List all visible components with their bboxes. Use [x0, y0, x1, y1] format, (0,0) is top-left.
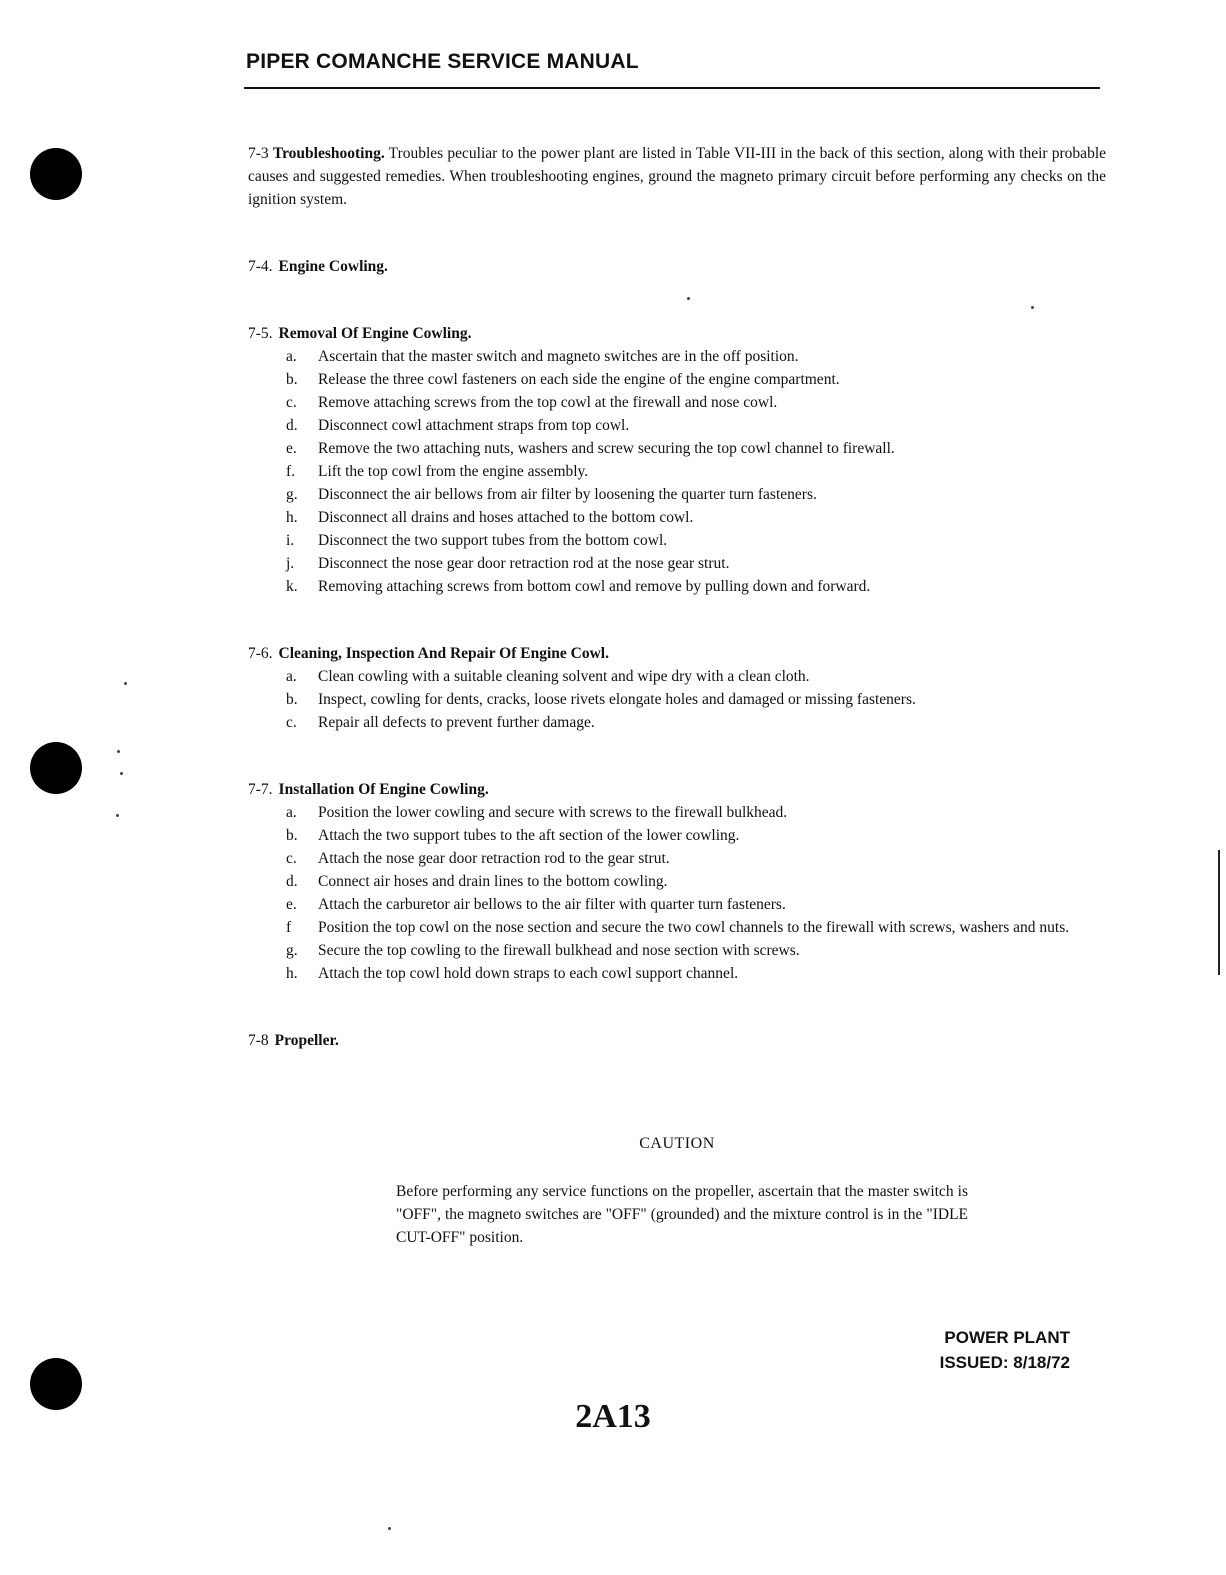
cleaning-steps	[248, 665, 1106, 734]
header-rule	[244, 87, 1100, 89]
section-installation	[248, 778, 1106, 985]
footer	[940, 1325, 1070, 1375]
caution-text: Before performing any service functions on the propeller, ascertain that the master switch is "OFF", the magneto switches are "OFF" (grounded) and the mixture control is in the "IDLE CUT-OFF" position.	[396, 1183, 968, 1246]
list-item: a. Clean cowling with a suitable cleaning solvent and wipe dry with a clean cloth.	[286, 668, 810, 685]
footer-issued: ISSUED: 8/18/72	[939, 1353, 1070, 1372]
list-item: c. Repair all defects to prevent further damage.	[286, 714, 595, 731]
intro-heading: Troubleshooting.	[272, 145, 385, 162]
manual-title: PIPER COMANCHE SERVICE MANUAL	[246, 50, 639, 73]
list-item: c. Attach the nose gear door retraction rod to the gear strut.	[286, 850, 670, 867]
binder-hole-top	[30, 148, 82, 200]
list-item: d. Disconnect cowl attachment straps from top cowl.	[286, 417, 630, 434]
binder-hole-middle	[30, 742, 82, 794]
scan-speck	[120, 772, 123, 775]
scan-speck	[124, 682, 127, 685]
scan-speck	[117, 750, 120, 753]
list-item: j. Disconnect the nose gear door retraction rod at the nose gear strut.	[286, 555, 730, 572]
installation-steps	[248, 801, 1106, 985]
list-item: h. Attach the top cowl hold down straps to each cowl support channel.	[286, 965, 739, 982]
list-item: g. Secure the top cowling to the firewall bulkhead and nose section with screws.	[286, 942, 800, 959]
section-title: 7-7. Installation Of Engine Cowling.	[248, 781, 489, 798]
section-title: 7-6. Cleaning, Inspection And Repair Of Engine Cowl.	[248, 645, 609, 662]
intro-paragraph	[248, 142, 1106, 211]
section-propeller	[248, 1029, 1106, 1052]
section-removal	[248, 322, 1106, 598]
list-item: b. Attach the two support tubes to the aft section of the lower cowling.	[286, 827, 740, 844]
section-title: 7-8 Propeller.	[248, 1032, 339, 1049]
list-item: b. Inspect, cowling for dents, cracks, loose rivets elongate holes and damaged or missing fasteners.	[286, 691, 916, 708]
list-item: e. Remove the two attaching nuts, washers and screw securing the top cowl channel to firewall.	[286, 440, 895, 457]
list-item: d. Connect air hoses and drain lines to the bottom cowling.	[286, 873, 668, 890]
removal-steps	[248, 345, 1106, 598]
list-item: e. Attach the carburetor air bellows to the air filter with quarter turn fasteners.	[286, 896, 786, 913]
list-item: f. Lift the top cowl from the engine assembly.	[286, 463, 589, 480]
list-item: b. Release the three cowl fasteners on each side the engine of the engine compartment.	[286, 371, 840, 388]
list-item: f Position the top cowl on the nose section and secure the two cowl channels to the firewall with screws, washers and nuts.	[286, 919, 1070, 936]
section-title: 7-5. Removal Of Engine Cowling.	[248, 325, 472, 342]
section-cleaning	[248, 642, 1106, 734]
scan-speck	[388, 1527, 391, 1530]
list-item: i. Disconnect the two support tubes from the bottom cowl.	[286, 532, 668, 549]
intro-number: 7-3	[248, 145, 269, 162]
list-item: k. Removing attaching screws from bottom cowl and remove by pulling down and forward.	[286, 578, 871, 595]
intro-text: Troubles peculiar to the power plant are listed in Table VII-III in the back of this section, along with their probable causes and suggested remedies. When troubleshooting engines, ground the magneto primary circuit before performing any checks on the ignition system.	[248, 145, 1106, 208]
page-number: 2A13	[575, 1398, 651, 1435]
scan-edge-mark	[1218, 850, 1220, 975]
list-item: a. Position the lower cowling and secure with screws to the firewall bulkhead.	[286, 804, 788, 821]
list-item: a. Ascertain that the master switch and magneto switches are in the off position.	[286, 348, 799, 365]
caution-title: CAUTION	[639, 1135, 715, 1152]
list-item: h. Disconnect all drains and hoses attached to the bottom cowl.	[286, 509, 694, 526]
page-content	[248, 142, 1106, 1246]
scan-speck	[116, 814, 119, 817]
list-item: g. Disconnect the air bellows from air filter by loosening the quarter turn fasteners.	[286, 486, 817, 503]
section-engine-cowling	[248, 255, 1106, 278]
section-title: 7-4. Engine Cowling.	[248, 258, 388, 275]
footer-section: POWER PLANT	[944, 1328, 1070, 1347]
list-item: c. Remove attaching screws from the top cowl at the firewall and nose cowl.	[286, 394, 778, 411]
